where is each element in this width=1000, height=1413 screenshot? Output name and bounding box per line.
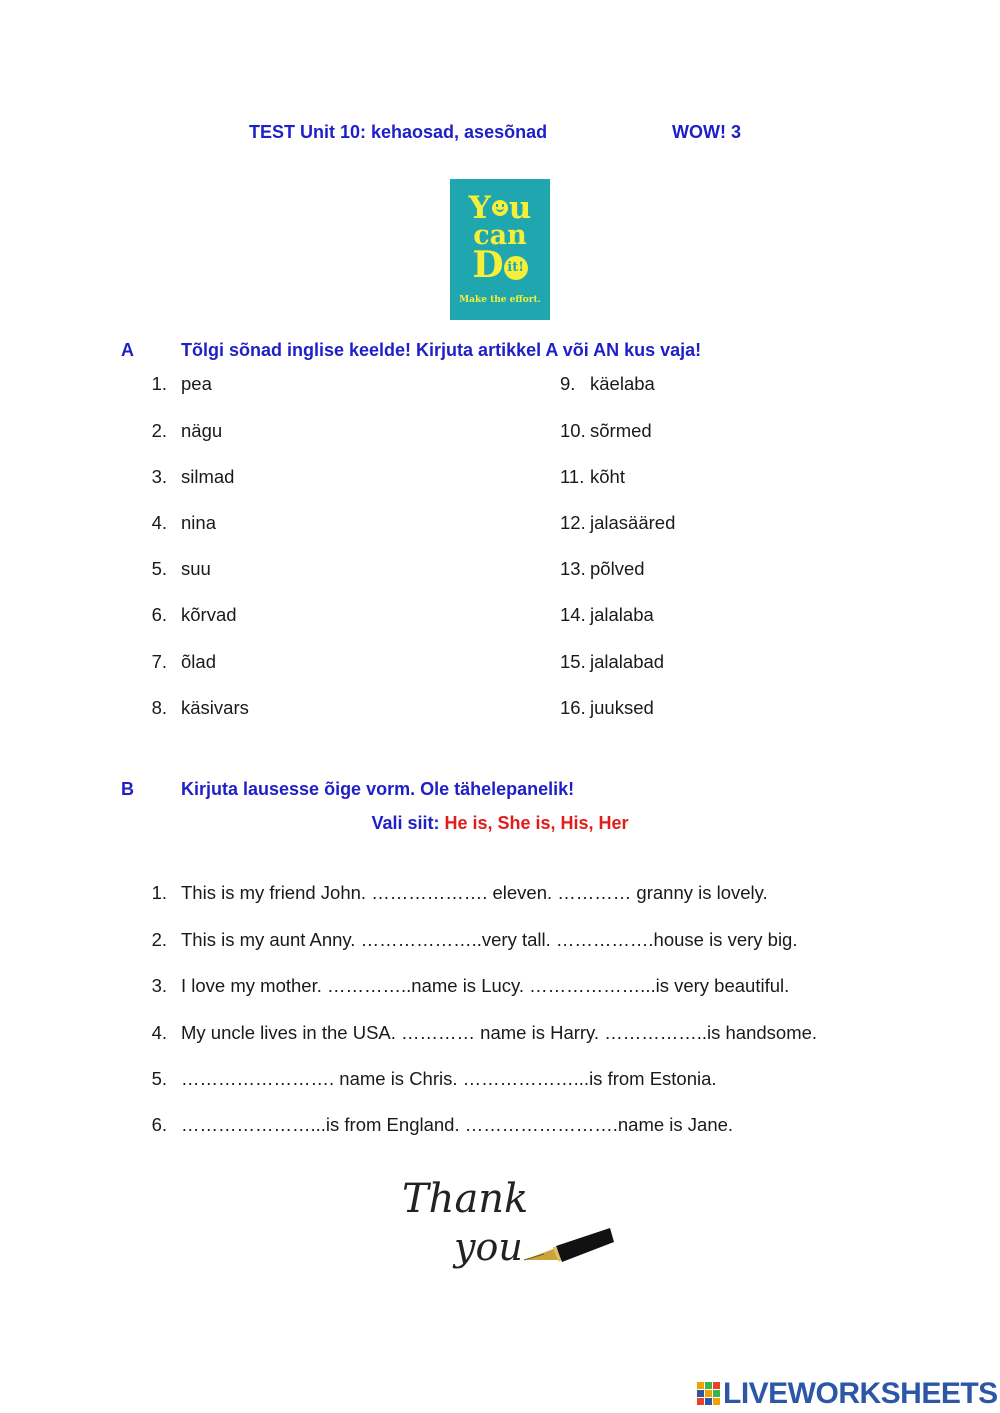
list-item: 4. nina	[151, 512, 216, 533]
thank-you-graphic	[396, 1168, 616, 1278]
section-a-instruction: Tõlgi sõnad inglise keelde! Kirjuta artikkel A või AN kus vaja!	[181, 340, 702, 360]
list-item: 12. jalasääred	[560, 512, 676, 533]
sentence-item: 4. My uncle lives in the USA. ………… name is Harry. ……………..is handsome.	[151, 1022, 818, 1043]
choose-options: He is, She is, His, Her	[444, 813, 629, 833]
list-item: 2. nägu	[151, 420, 223, 441]
sentence-item: 3. I love my mother. …………..name is Lucy. ………………...is very beautiful.	[151, 975, 790, 996]
thank-text: Thank	[402, 1176, 529, 1222]
list-item: 7. õlad	[151, 651, 216, 672]
list-item: 3. silmad	[151, 466, 235, 487]
poster-line-you: Y u	[468, 190, 532, 226]
sentence-item: 1. This is my friend John. ………………. eleven. ………… granny is lovely.	[151, 882, 768, 903]
list-item: 5. suu	[151, 558, 211, 579]
word-choice-line	[0, 813, 1000, 834]
list-item: 11. kõht	[560, 466, 625, 487]
section-b-instruction: Kirjuta lausesse õige vorm. Ole tähelepanelik!	[181, 779, 575, 799]
poster-line-do-it: D it!	[450, 247, 550, 283]
list-item: 15. jalalabad	[560, 651, 665, 672]
list-item: 16. juuksed	[560, 697, 654, 718]
liveworksheets-logo-icon	[697, 1382, 721, 1406]
liveworksheets-brand	[697, 1377, 998, 1409]
list-item: 10. sõrmed	[560, 420, 652, 441]
list-item: 9. käelaba	[560, 373, 655, 394]
sentence-item: 6. …………………...is from England. …………………….name is Jane.	[151, 1114, 734, 1135]
you-can-do-it-poster	[450, 179, 550, 320]
you-text: you	[454, 1225, 523, 1269]
poster-line-can: can	[473, 220, 527, 251]
choose-label: Vali siit:	[371, 813, 440, 833]
sentence-item: 5. ……………………. name is Chris. ………………...is from Estonia.	[151, 1068, 717, 1089]
list-item: 1. pea	[151, 373, 212, 394]
brand-name: LIVEWORKSHEETS	[723, 1377, 998, 1410]
list-item: 6. kõrvad	[151, 604, 237, 625]
list-item: 8. käsivars	[151, 697, 249, 718]
worksheet-title: TEST Unit 10: kehaosad, asesõnad	[249, 122, 548, 142]
sentence-item: 2. This is my aunt Anny. ………………..very tall. …………….house is very big.	[151, 929, 798, 950]
fountain-pen-icon	[524, 1228, 614, 1262]
list-item: 14. jalalaba	[560, 604, 654, 625]
section-a-letter: A	[121, 340, 134, 360]
poster-tagline: Make the effort.	[459, 295, 541, 305]
section-b-letter: B	[121, 779, 134, 799]
smiley-icon	[492, 200, 508, 216]
book-level: WOW! 3	[672, 122, 741, 142]
list-item: 13. põlved	[560, 558, 645, 579]
